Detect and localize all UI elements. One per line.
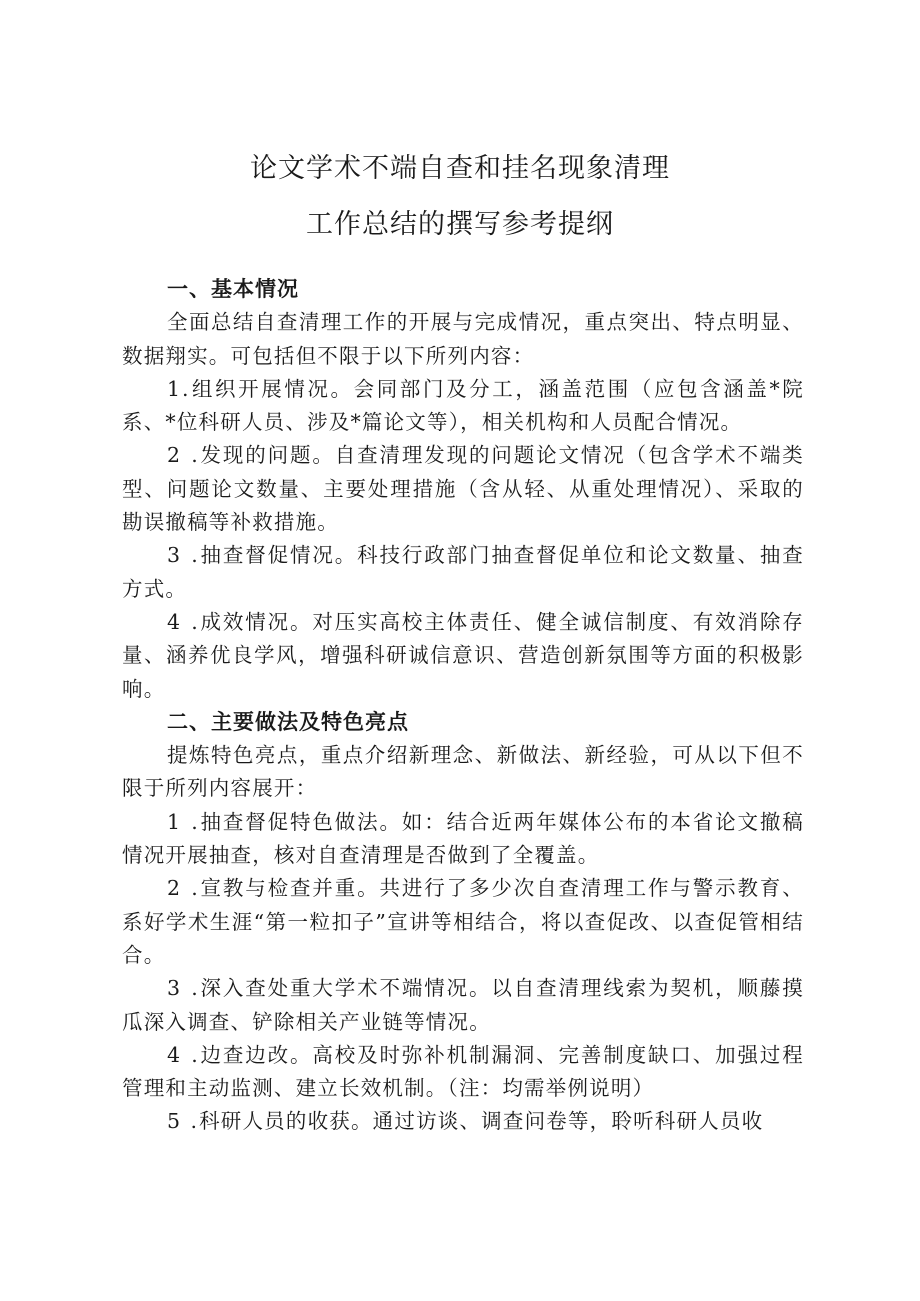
item-text: 边查边改。高校及时弥补机制漏洞、完善制度缺口、加强过程管理和主动监测、建立长效机制。（注：均需举例说明）	[122, 1042, 805, 1101]
section-heading-practices-highlights: 二、主要做法及特色亮点	[167, 709, 409, 734]
item-number: 4 .	[167, 1042, 200, 1067]
item-number: 1 .	[167, 809, 200, 834]
item-text: 组织开展情况。会同部门及分工，涵盖范围（应包含涵盖*院系、*位科研人员、涉及*篇论文等），相关机构和人员配合情况。	[122, 376, 804, 435]
list-item	[122, 1105, 804, 1138]
item-text: 抽查督促特色做法。如：结合近两年媒体公布的本省论文撤稿情况开展抽查，核对自查清理是否做到了全覆盖。	[122, 809, 805, 868]
item-text: 成效情况。对压实高校主体责任、健全诚信制度、有效消除存量、涵养优良学风，增强科研诚信意识、营造创新氛围等方面的积极影响。	[122, 609, 805, 701]
list-item	[122, 539, 804, 606]
document-title-line-1: 论文学术不端自查和挂名现象清理	[250, 153, 670, 184]
list-item	[122, 606, 804, 706]
item-number: 3 .	[167, 976, 200, 1001]
list-item	[122, 439, 804, 539]
item-text: 深入查处重大学术不端情况。以自查清理线索为契机，顺藤摸瓜深入调查、铲除相关产业链等情况。	[122, 976, 805, 1034]
item-number: 4 .	[167, 609, 200, 634]
list-item	[122, 972, 804, 1039]
list-item	[122, 806, 804, 873]
item-text: 科研人员的收获。通过访谈、调查问卷等，聆听科研人员收	[199, 1109, 764, 1134]
item-number: 2 .	[167, 443, 200, 468]
list-item	[122, 373, 804, 440]
item-text: 宣教与检查并重。共进行了多少次自查清理工作与警示教育、系好学术生涯“第一粒扣子”宣讲等相结合，将以查促改、以查促管相结合。	[122, 876, 805, 967]
section-heading-basic-situation: 一、基本情况	[167, 277, 299, 301]
item-number: 2 .	[167, 876, 200, 901]
section-intro: 全面总结自查清理工作的开展与完成情况，重点突出、特点明显、数据翔实。可包括但不限于以下所列内容：	[122, 310, 804, 368]
item-text: 抽查督促情况。科技行政部门抽查督促单位和论文数量、抽查方式。	[122, 543, 805, 601]
item-number: 5 .	[167, 1109, 200, 1134]
item-text: 发现的问题。自查清理发现的问题论文情况（包含学术不端类型、问题论文数量、主要处理措施（含从轻、从重处理情况）、采取的勘误撤稿等补救措施。	[122, 443, 805, 535]
document-title-line-2: 工作总结的撰写参考提纲	[306, 209, 614, 240]
document-body	[122, 273, 804, 1139]
item-number: 3 .	[167, 543, 200, 568]
list-item	[122, 872, 804, 972]
list-item	[122, 1039, 804, 1106]
item-number: 1.	[167, 376, 191, 401]
section-intro: 提炼特色亮点，重点介绍新理念、新做法、新经验，可从以下但不限于所列内容展开：	[122, 743, 804, 801]
